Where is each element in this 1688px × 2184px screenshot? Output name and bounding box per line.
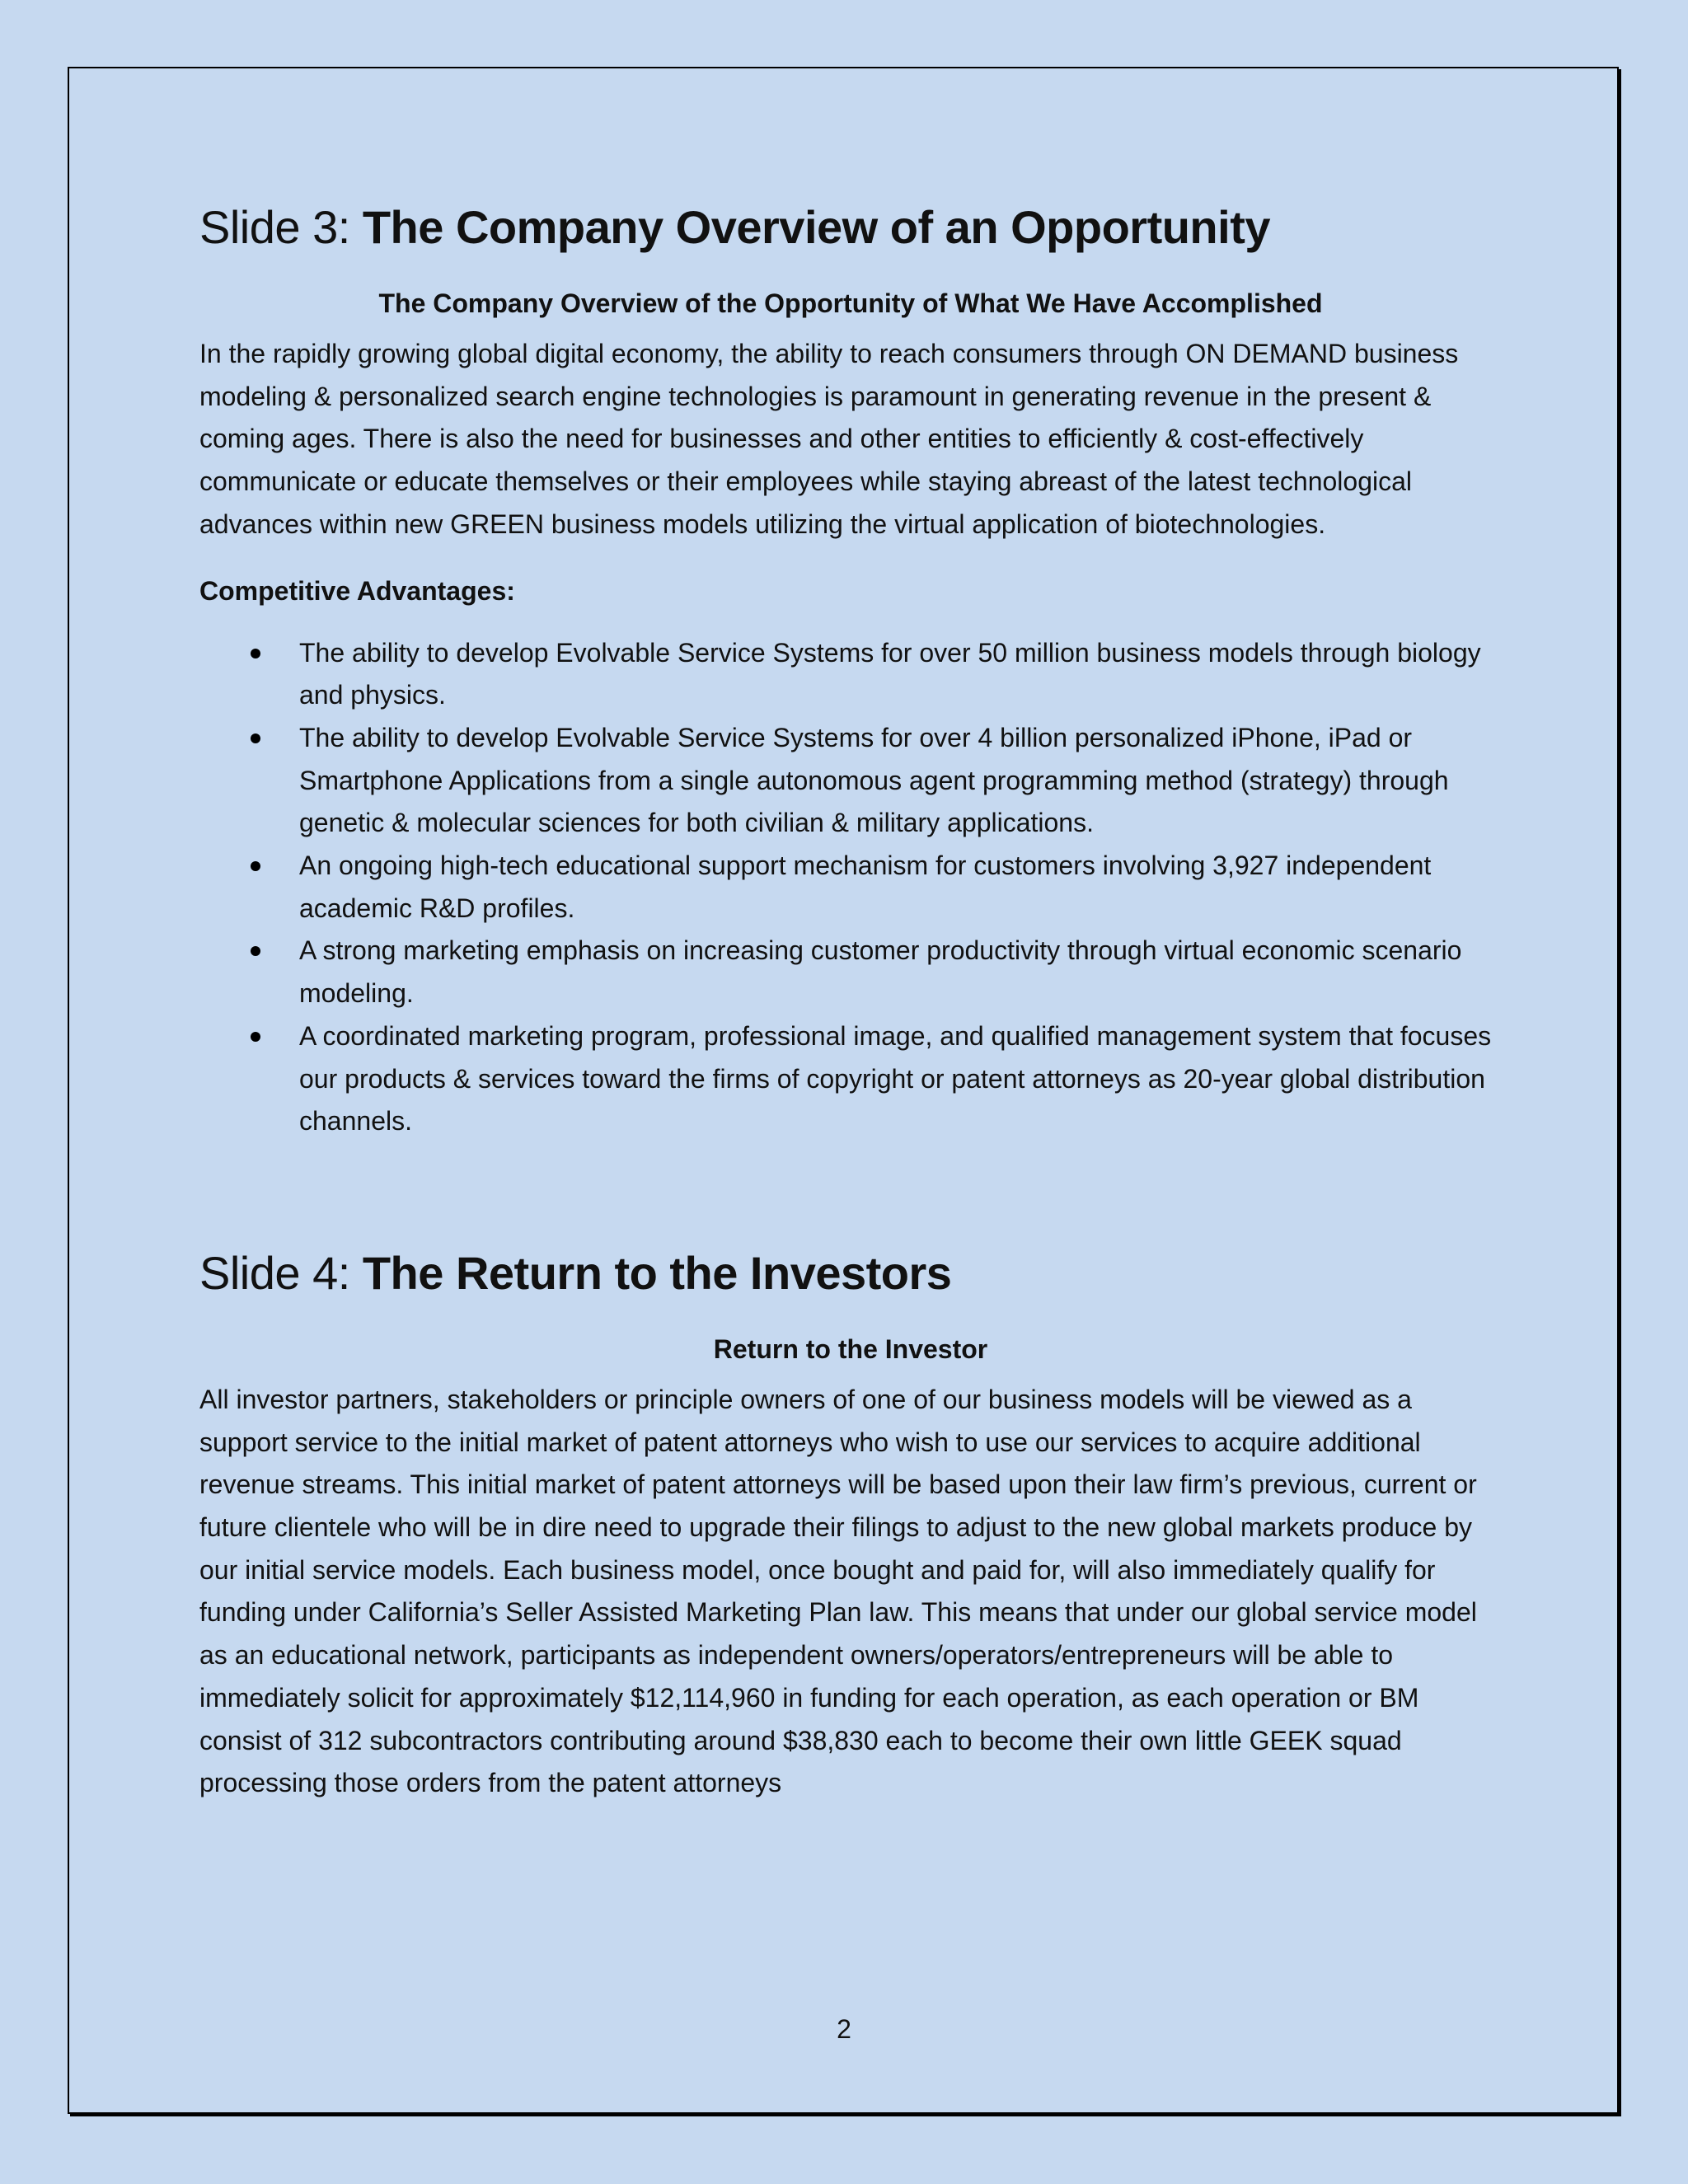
list-item <box>199 632 1502 717</box>
list-item <box>199 1015 1502 1143</box>
bullet-icon <box>251 733 260 743</box>
list-item <box>199 930 1502 1015</box>
bullet-icon <box>251 649 260 658</box>
bullet-icon <box>251 1032 260 1042</box>
page-number: 2 <box>837 2014 851 2044</box>
list-item-text: The ability to develop Evolvable Service Systems for over 50 million business models through biology and physics. <box>299 637 1481 710</box>
list-item-text: The ability to develop Evolvable Service Systems for over 4 billion personalized iPhone, iPad or Smartphone Applications from a single autonomous agent programming method (strategy) through genetic & molecular sciences for both civilian & military applications. <box>299 722 1449 838</box>
list-item <box>199 845 1502 930</box>
document-content <box>199 198 1502 1805</box>
slide-3-paragraph: In the rapidly growing global digital economy, the ability to reach consumers through ON DEMAND business modeling & personalized search engine technologies is paramount in generating revenue in the present & coming ages. There is also the need for businesses and other entities to efficiently & cost-effectively communicate or educate themselves or their employees while staying abreast of the latest technological advances within new GREEN business models utilizing the virtual application of biotechnologies. <box>199 339 1459 539</box>
bullet-icon <box>251 861 260 871</box>
slide-4-title: The Return to the Investors <box>362 1246 952 1299</box>
slide-3-title: The Company Overview of an Opportunity <box>362 201 1270 253</box>
list-item-text: A coordinated marketing program, professional image, and qualified management system that focuses our products & services toward the firms of copyright or patent attorneys as 20-year global distribution channels. <box>299 1020 1492 1137</box>
slide-4-heading <box>199 1244 1502 1303</box>
slide-3-prefix: Slide 3: <box>199 201 363 253</box>
list-item-text: A strong marketing emphasis on increasing customer productivity through virtual economic scenario modeling. <box>299 935 1462 1009</box>
slide-4-paragraph: All investor partners, stakeholders or principle owners of one of our business models will be viewed as a support service to the initial market of patent attorneys who wish to use our services to acquire additional revenue streams. This initial market of patent attorneys will be based upon their law firm’s previous, current or future clientele who will be in dire need to upgrade their filings to adjust to the new global markets produce by our initial service models. Each business model, once bought and paid for, will also immediately qualify for funding under California’s Seller Assisted Marketing Plan law. This means that under our global service model as an educational network, participants as independent owners/operators/entrepreneurs will be able to immediately solicit for approximately $12,114,960 in funding for each operation, as each operation or BM consist of 312 subcontractors contributing around $38,830 each to become their own little GEEK squad processing those orders from the patent attorneys <box>199 1384 1477 1798</box>
slide-3-subheading: The Company Overview of the Opportunity of What We Have Accomplished <box>378 288 1323 318</box>
bullet-icon <box>251 946 260 956</box>
competitive-advantages-list <box>199 632 1502 1143</box>
slide-4-prefix: Slide 4: <box>199 1246 363 1299</box>
list-item <box>199 717 1502 845</box>
slide-3-heading <box>199 198 1502 257</box>
list-item-text: An ongoing high-tech educational support mechanism for customers involving 3,927 independent academic R&D profiles. <box>299 851 1432 923</box>
slide-4-subheading: Return to the Investor <box>713 1333 988 1364</box>
competitive-advantages-label: Competitive Advantages: <box>199 575 515 606</box>
